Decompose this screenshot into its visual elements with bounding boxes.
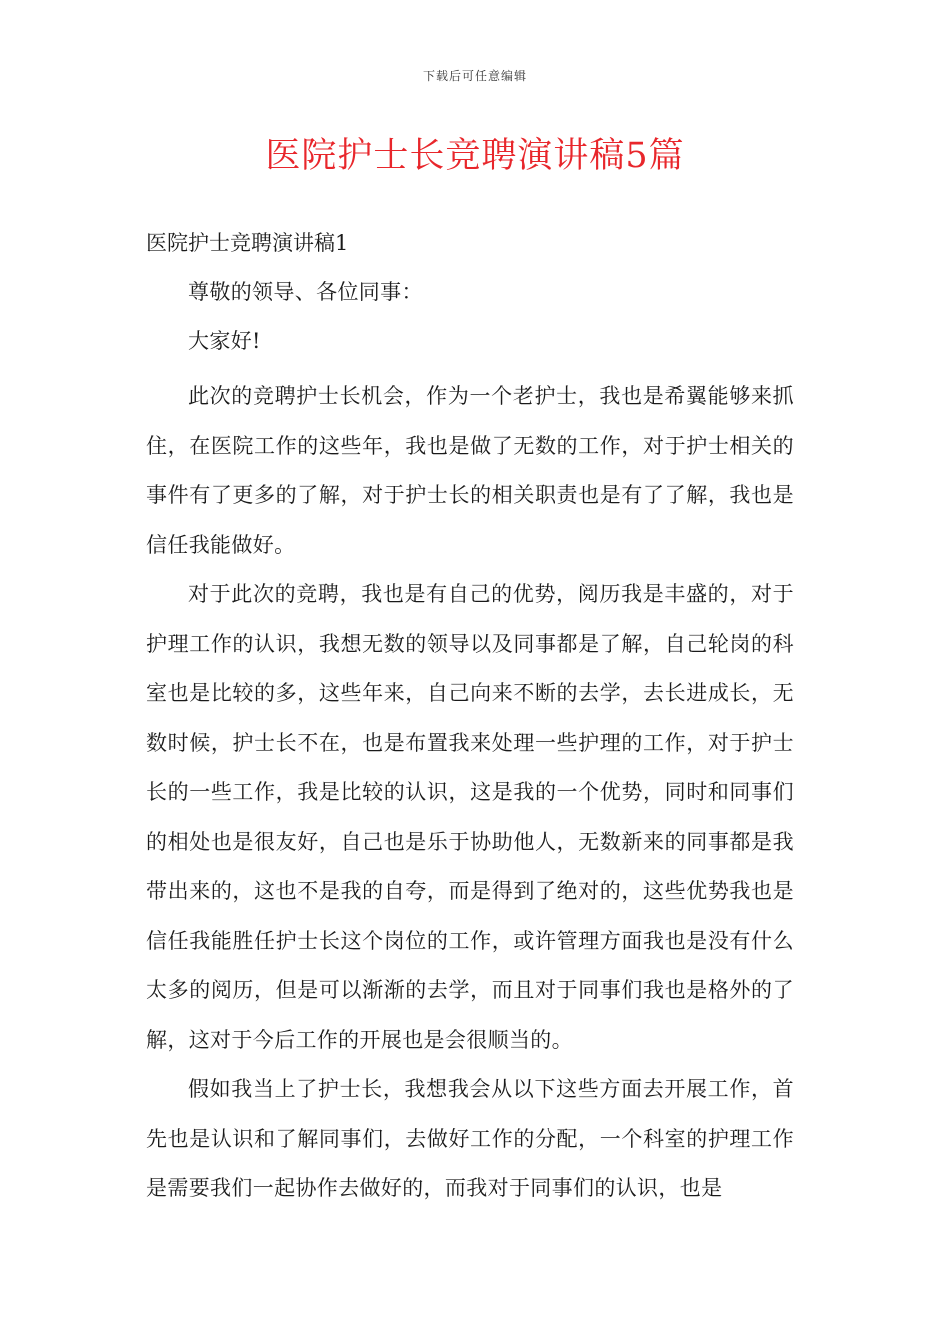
body-paragraph-1: 此次的竞聘护士长机会，作为一个老护士，我也是希翼能够来抓住，在医院工作的这些年，我也是做了无数的工作，对于护士相关的事件有了更多的了解，对于护士长的相关职责也是有了了解，我也是信任我能做好。 — [146, 384, 794, 557]
document-body — [146, 225, 794, 1214]
header-note: 下载后可任意编辑 — [422, 69, 527, 83]
body-paragraph-3: 假如我当上了护士长，我想我会从以下这些方面去开展工作，首先也是认识和了解同事们，去做好工作的分配，一个科室的护理工作是需要我们一起协作去做好的，而我对于同事们的认识，也是 — [146, 1077, 794, 1200]
greeting-paragraph: 大家好! — [188, 329, 261, 353]
salutation-paragraph: 尊敬的领导、各位同事： — [188, 280, 423, 304]
body-paragraph-2: 对于此次的竞聘，我也是有自己的优势，阅历我是丰盛的，对于护理工作的认识，我想无数的领导以及同事都是了解，自己轮岗的科室也是比较的多，这些年来，自己向来不断的去学，去长进成长，无数时候，护士长不在，也是布置我来处理一些护理的工作，对于护士长的一些工作，我是比较的认识，这是我的一个优势，同时和同事们的相处也是很友好，自己也是乐于协助他人，无数新来的同事都是我带出来的，这也不是我的自夸，而是得到了绝对的，这些优势我也是信任我能胜任护士长这个岗位的工作，或许管理方面我也是没有什么太多的阅历，但是可以渐渐的去学，而且对于同事们我也是格外的了解，这对于今后工作的开展也是会很顺当的。 — [146, 582, 794, 1052]
section-title: 医院护士竞聘演讲稿1 — [146, 231, 349, 255]
document-title: 医院护士长竞聘演讲稿5篇 — [265, 136, 685, 176]
